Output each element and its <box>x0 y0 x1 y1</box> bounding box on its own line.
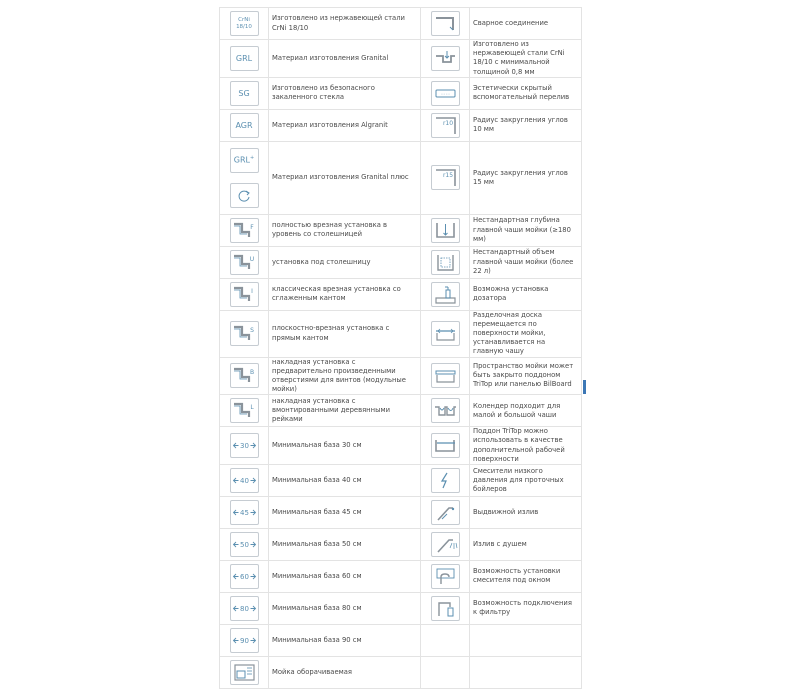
overlay-rails-icon <box>230 398 259 423</box>
grl-label-icon <box>230 46 259 71</box>
mount-type-letter: B <box>249 369 254 377</box>
left-description-cell <box>269 141 421 214</box>
left-description: установка под столешницу <box>272 257 371 266</box>
left-description-cell <box>269 427 421 465</box>
base-size-label: 30 <box>239 442 249 451</box>
right-description-cell <box>470 109 582 141</box>
base-size-label: 80 <box>239 604 249 613</box>
grl-plus-icon <box>230 148 259 173</box>
material-code-label: AGR <box>235 120 253 130</box>
right-description-cell <box>470 246 582 278</box>
left-description: Минимальная база 90 см <box>272 635 362 644</box>
left-description-cell <box>269 246 421 278</box>
material-code-label: CrNi 18/10 <box>236 17 252 30</box>
overlay-holes-icon <box>230 363 259 388</box>
min-base-30-icon <box>230 433 259 458</box>
left-description-cell <box>269 395 421 427</box>
left-icon-cell <box>220 395 269 427</box>
right-description: Разделочная доска перемещается по поверхности мойки, устанавливается на главную чашу <box>473 310 546 356</box>
legend-row <box>220 214 582 246</box>
legend-row <box>220 310 582 357</box>
right-icon-cell <box>421 496 470 528</box>
right-description-cell <box>470 592 582 624</box>
left-icon-cell <box>220 214 269 246</box>
left-icon-cell <box>220 77 269 109</box>
right-description-cell <box>470 278 582 310</box>
right-description-cell <box>470 357 582 395</box>
right-description-cell <box>470 560 582 592</box>
legend-row <box>220 246 582 278</box>
left-description: Минимальная база 40 см <box>272 475 362 484</box>
right-description-cell <box>470 77 582 109</box>
left-icon-cell <box>220 246 269 278</box>
left-icon-cell <box>220 496 269 528</box>
right-description: Нестандартный объем главной чаши мойки (более 22 л) <box>473 248 574 275</box>
tritop-tray-icon <box>431 433 460 458</box>
bowl-volume-icon <box>431 250 460 275</box>
right-icon-cell <box>421 560 470 592</box>
min-base-40-icon <box>230 468 259 493</box>
sg-label-icon <box>230 81 259 106</box>
mount-type-letter: L <box>249 404 254 412</box>
left-icon-cell <box>220 357 269 395</box>
right-icon-cell <box>421 40 470 78</box>
left-icon-cell <box>220 278 269 310</box>
left-description-cell <box>269 624 421 656</box>
right-icon-cell <box>421 528 470 560</box>
left-icon-cell <box>220 464 269 496</box>
right-description-cell <box>470 214 582 246</box>
legend-row <box>220 278 582 310</box>
crni-label-icon <box>230 11 259 36</box>
legend-row <box>220 464 582 496</box>
left-description-cell <box>269 528 421 560</box>
right-description: Излив с душем <box>473 539 527 548</box>
agr-label-icon <box>230 113 259 138</box>
material-code-label: SG <box>238 88 250 98</box>
right-description: Возможна установка дозатора <box>473 285 549 303</box>
left-description-cell <box>269 560 421 592</box>
left-description: Минимальная база 50 см <box>272 539 362 548</box>
undermount-icon <box>230 250 259 275</box>
shower-spout-icon <box>431 532 460 557</box>
tray-cover-icon <box>431 363 460 388</box>
right-description: Нестандартная глубина главной чаши мойки (≥180 мм) <box>473 216 571 243</box>
min-base-45-icon <box>230 500 259 525</box>
left-description-cell <box>269 8 421 40</box>
left-icon-cell <box>220 624 269 656</box>
right-description: Сварное соединение <box>473 18 549 27</box>
min-base-90-icon <box>230 628 259 653</box>
right-icon-cell <box>421 624 470 656</box>
left-description: Материал изготовления Granital плюс <box>272 173 409 182</box>
left-description-cell <box>269 656 421 688</box>
right-description: Колендер подходит для малой и большой чаши <box>473 401 561 419</box>
right-description-cell <box>470 395 582 427</box>
left-description: Материал изготовления Algranit <box>272 120 388 129</box>
left-icon-cell <box>220 8 269 40</box>
weld-seam-icon <box>431 11 460 36</box>
left-description: Мойка оборачиваемая <box>272 667 353 676</box>
material-code-label: GRL <box>235 53 253 63</box>
left-description: полностью врезная установка в уровень со столешницей <box>272 221 388 239</box>
left-description: классическая врезная установка со сглаженным кантом <box>272 285 401 303</box>
window-mixer-icon <box>431 564 460 589</box>
right-icon-cell <box>421 310 470 357</box>
right-description-cell <box>470 310 582 357</box>
right-icon-cell <box>421 395 470 427</box>
legend-row <box>220 592 582 624</box>
right-description: Пространство мойки может быть закрыто поддоном TriTop или панелью BilBoard <box>473 362 574 389</box>
material-code-label: GRL+ <box>233 155 255 166</box>
legend-row <box>220 141 582 214</box>
flat-inset-icon <box>230 321 259 346</box>
left-description: Материал изготовления Granital <box>272 53 389 62</box>
right-icon-cell <box>421 357 470 395</box>
right-description-cell <box>470 40 582 78</box>
left-description-cell <box>269 464 421 496</box>
right-icon-cell <box>421 278 470 310</box>
right-icon-cell <box>421 464 470 496</box>
radius-label: r15 <box>442 172 453 180</box>
right-description: Радиус закругления углов 15 мм <box>473 168 568 186</box>
right-icon-cell <box>421 141 470 214</box>
left-icon-cell <box>220 528 269 560</box>
right-icon-cell <box>421 427 470 465</box>
dispenser-icon <box>431 282 460 307</box>
right-description-cell <box>470 8 582 40</box>
right-description-cell <box>470 656 582 688</box>
legend-row <box>220 427 582 465</box>
left-description-cell <box>269 496 421 528</box>
right-description-cell <box>470 141 582 214</box>
left-description-cell <box>269 357 421 395</box>
left-icon-cell <box>220 560 269 592</box>
svg-text:◦◦◦◦: ◦◦◦◦ <box>440 91 450 97</box>
pullout-spout-icon <box>431 500 460 525</box>
mount-type-letter: S <box>249 327 254 335</box>
left-description-cell <box>269 310 421 357</box>
left-description-cell <box>269 77 421 109</box>
legend-row <box>220 528 582 560</box>
left-description: Минимальная база 60 см <box>272 571 362 580</box>
right-description: Возможность установки смесителя под окном <box>473 567 561 585</box>
thick-steel-icon <box>431 46 460 71</box>
right-description: Эстетически скрытый вспомогательный перелив <box>473 84 570 102</box>
legend-row <box>220 109 582 141</box>
right-description: Смесители низкого давления для проточных бойлеров <box>473 466 564 493</box>
left-description-cell <box>269 278 421 310</box>
legend-row <box>220 395 582 427</box>
corner-radius-15-icon <box>431 165 460 190</box>
cutting-board-icon <box>431 321 460 346</box>
right-description-cell <box>470 427 582 465</box>
radius-label: r10 <box>442 119 453 127</box>
right-description: Изготовлено из нержавеющей стали CrNi 18/10 с минимальной толщиной 0,8 мм <box>473 40 565 76</box>
corner-radius-10-icon <box>431 113 460 138</box>
left-icon-cell <box>220 141 269 214</box>
right-icon-cell <box>421 77 470 109</box>
right-description-cell <box>470 496 582 528</box>
base-size-label: 40 <box>239 476 249 485</box>
right-icon-cell <box>421 592 470 624</box>
min-base-50-icon <box>230 532 259 557</box>
left-description: плоскостно-врезная установка с прямым кантом <box>272 324 390 342</box>
left-icon-cell <box>220 109 269 141</box>
flush-mount-icon <box>230 218 259 243</box>
right-description-cell <box>470 464 582 496</box>
legend-row <box>220 496 582 528</box>
right-description-cell <box>470 624 582 656</box>
bowl-depth-icon <box>431 218 460 243</box>
right-description: Радиус закругления углов 10 мм <box>473 116 568 134</box>
base-size-label: 60 <box>239 572 249 581</box>
left-description: Изготовлено из безопасного закаленного стекла <box>272 84 375 102</box>
legend-row <box>220 656 582 688</box>
mount-type-letter: I <box>250 287 253 295</box>
reversible-sink-icon <box>230 660 259 685</box>
legend-row <box>220 560 582 592</box>
right-description: Выдвижной излив <box>473 507 539 516</box>
right-icon-cell <box>421 109 470 141</box>
legend-row <box>220 40 582 78</box>
right-icon-cell <box>421 656 470 688</box>
legend-row <box>220 77 582 109</box>
left-description: Изготовлено из нержавеющей стали CrNi 18/10 <box>272 14 405 32</box>
left-icon-cell <box>220 40 269 78</box>
legend-row <box>220 8 582 40</box>
left-description-cell <box>269 109 421 141</box>
base-size-label: 45 <box>239 508 249 517</box>
right-icon-cell <box>421 246 470 278</box>
right-icon-cell <box>421 214 470 246</box>
left-description-cell <box>269 214 421 246</box>
overflow-icon <box>431 81 460 106</box>
left-description: накладная установка с предварительно произведенными отверстиями для винтов (модульные мойки) <box>272 357 406 394</box>
colander-icon <box>431 398 460 423</box>
legend-row <box>220 357 582 395</box>
scroll-indicator[interactable] <box>583 380 586 394</box>
mount-type-letter: F <box>249 223 254 231</box>
left-description-cell <box>269 592 421 624</box>
left-description-cell <box>269 40 421 78</box>
refresh-icon <box>230 183 259 208</box>
mount-type-letter: U <box>249 255 254 263</box>
right-icon-cell <box>421 8 470 40</box>
left-icon-cell <box>220 592 269 624</box>
left-icon-cell <box>220 427 269 465</box>
right-description: Возможность подключения к фильтру <box>473 599 572 617</box>
features-legend-table <box>219 7 582 689</box>
right-description: Поддон TriTop можно использовать в качестве дополнительной рабочей поверхности <box>473 427 565 463</box>
base-size-label: 50 <box>239 540 249 549</box>
left-description: Минимальная база 45 см <box>272 507 362 516</box>
legend-row <box>220 624 582 656</box>
left-description: Минимальная база 80 см <box>272 603 362 612</box>
classic-inset-icon <box>230 282 259 307</box>
low-pressure-icon <box>431 468 460 493</box>
left-icon-cell <box>220 310 269 357</box>
left-icon-cell <box>220 656 269 688</box>
right-description-cell <box>470 528 582 560</box>
left-description: накладная установка с вмонтированными деревянными рейками <box>272 396 390 424</box>
min-base-60-icon <box>230 564 259 589</box>
left-description: Минимальная база 30 см <box>272 440 362 449</box>
base-size-label: 90 <box>239 636 249 645</box>
